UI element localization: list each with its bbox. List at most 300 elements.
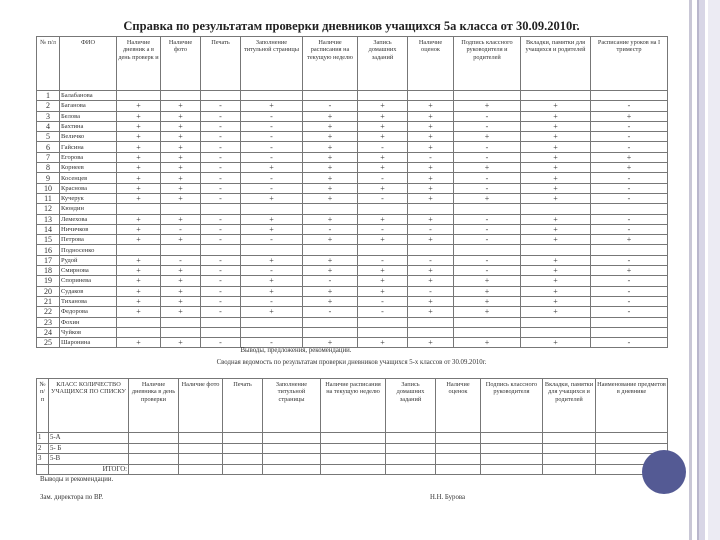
mark-cell: + — [117, 338, 161, 348]
mark-cell: + — [161, 132, 201, 142]
mark-cell: + — [117, 173, 161, 183]
student-name: Фохин — [60, 317, 117, 327]
student-name: Ничичков — [60, 224, 117, 234]
mark-cell: + — [454, 276, 521, 286]
mark-cell: + — [408, 111, 454, 121]
table-row — [37, 204, 668, 214]
mark-cell: + — [454, 193, 521, 203]
mark-cell: - — [241, 296, 303, 306]
column-header: Вкладки, памятки для учащихся и родителей — [543, 379, 596, 433]
student-name: Рудой — [60, 255, 117, 265]
mark-cell: + — [117, 224, 161, 234]
mark-cell: - — [454, 152, 521, 162]
mark-cell: - — [201, 286, 241, 296]
mark-cell: - — [201, 142, 241, 152]
mark-cell: + — [303, 338, 358, 348]
table-row — [37, 224, 668, 234]
mark-cell: - — [591, 142, 668, 152]
mark-cell: - — [201, 338, 241, 348]
empty-cell — [179, 464, 223, 475]
mark-cell: + — [161, 338, 201, 348]
mark-cell: + — [358, 266, 408, 276]
empty-cell — [321, 454, 386, 465]
mark-cell: - — [161, 255, 201, 265]
student-name: Подносенко — [60, 245, 117, 255]
class-name: 5-А — [49, 433, 129, 444]
mark-cell — [521, 245, 591, 255]
mark-cell: + — [408, 183, 454, 193]
mark-cell — [303, 317, 358, 327]
mark-cell: + — [303, 286, 358, 296]
mark-cell: + — [408, 307, 454, 317]
student-name: Косенцев — [60, 173, 117, 183]
mark-cell: + — [521, 286, 591, 296]
table-header-row — [37, 37, 668, 91]
mark-cell: - — [201, 111, 241, 121]
mark-cell: - — [201, 121, 241, 131]
empty-cell — [321, 443, 386, 454]
mark-cell — [454, 327, 521, 337]
row-number: 6 — [37, 142, 60, 152]
student-name: Баганова — [60, 101, 117, 111]
table-row — [37, 307, 668, 317]
student-name: Лемехова — [60, 214, 117, 224]
mark-cell — [591, 204, 668, 214]
mark-cell: + — [358, 214, 408, 224]
mark-cell: - — [241, 173, 303, 183]
mark-cell: - — [408, 224, 454, 234]
empty-cell — [179, 433, 223, 444]
mark-cell: - — [241, 235, 303, 245]
column-header: Запись домашних заданий — [358, 37, 408, 91]
mark-cell: + — [454, 296, 521, 306]
mark-cell: - — [591, 101, 668, 111]
mark-cell: + — [358, 183, 408, 193]
mark-cell: + — [521, 307, 591, 317]
mark-cell: - — [201, 193, 241, 203]
mark-cell: + — [408, 338, 454, 348]
decorative-circle — [642, 450, 686, 494]
table-row — [37, 266, 668, 276]
mark-cell: - — [358, 142, 408, 152]
mark-cell: + — [358, 235, 408, 245]
mark-cell: + — [358, 163, 408, 173]
mark-cell: + — [454, 101, 521, 111]
student-name: Судаков — [60, 286, 117, 296]
mark-cell: + — [117, 235, 161, 245]
mark-cell — [201, 204, 241, 214]
mark-cell: + — [303, 132, 358, 142]
mark-cell: + — [241, 276, 303, 286]
mark-cell: - — [591, 255, 668, 265]
mark-cell: + — [161, 296, 201, 306]
empty-cell — [386, 443, 436, 454]
row-number: 25 — [37, 338, 60, 348]
summary-table — [36, 378, 668, 475]
table-row — [37, 142, 668, 152]
mark-cell: + — [408, 193, 454, 203]
mark-cell: + — [408, 121, 454, 131]
student-name: Кюндин — [60, 204, 117, 214]
row-number: 3 — [37, 454, 49, 465]
mark-cell — [201, 317, 241, 327]
mark-cell: + — [303, 235, 358, 245]
mark-cell — [591, 317, 668, 327]
mark-cell: - — [454, 214, 521, 224]
row-number: 22 — [37, 307, 60, 317]
mark-cell: + — [303, 163, 358, 173]
mark-cell: + — [408, 296, 454, 306]
mark-cell — [454, 245, 521, 255]
empty-cell — [436, 454, 481, 465]
mark-cell — [591, 91, 668, 101]
mark-cell: + — [521, 214, 591, 224]
mark-cell: + — [117, 266, 161, 276]
table-row — [37, 111, 668, 121]
mark-cell: + — [454, 286, 521, 296]
mark-cell — [303, 204, 358, 214]
mark-cell: + — [161, 163, 201, 173]
mark-cell: + — [358, 132, 408, 142]
empty-cell — [436, 433, 481, 444]
mark-cell: - — [201, 152, 241, 162]
mark-cell: + — [521, 152, 591, 162]
mark-cell: + — [408, 163, 454, 173]
conclusions-heading: Выводы, предложения, рекомендации. — [240, 347, 352, 354]
mark-cell: + — [358, 276, 408, 286]
mark-cell: + — [591, 235, 668, 245]
column-header: Наименование предметов в дневнике — [596, 379, 668, 433]
student-name: Тиханова — [60, 296, 117, 306]
empty-cell — [263, 433, 321, 444]
mark-cell — [454, 317, 521, 327]
empty-cell — [129, 443, 179, 454]
student-name: Смирнова — [60, 266, 117, 276]
mark-cell — [241, 91, 303, 101]
mark-cell — [241, 317, 303, 327]
column-header: Наличие оценок — [408, 37, 454, 91]
mark-cell — [591, 327, 668, 337]
mark-cell: + — [161, 183, 201, 193]
mark-cell — [161, 91, 201, 101]
mark-cell: + — [117, 152, 161, 162]
mark-cell: - — [358, 255, 408, 265]
mark-cell: + — [117, 286, 161, 296]
mark-cell: + — [521, 193, 591, 203]
table-row — [37, 121, 668, 131]
mark-cell: - — [241, 338, 303, 348]
row-number: 10 — [37, 183, 60, 193]
mark-cell: - — [201, 296, 241, 306]
empty-cell — [481, 454, 543, 465]
mark-cell: + — [591, 152, 668, 162]
mark-cell: - — [201, 224, 241, 234]
row-number: 17 — [37, 255, 60, 265]
empty-cell — [436, 464, 481, 475]
mark-cell: + — [117, 142, 161, 152]
column-header: Наличие фото — [161, 37, 201, 91]
empty-cell — [179, 443, 223, 454]
empty-cell — [129, 464, 179, 475]
mark-cell: - — [408, 286, 454, 296]
empty-cell — [263, 454, 321, 465]
table-row — [37, 101, 668, 111]
mark-cell: - — [591, 307, 668, 317]
mark-cell: + — [241, 255, 303, 265]
column-header: Заполнение титульной страницы — [241, 37, 303, 91]
mark-cell: + — [521, 163, 591, 173]
mark-cell: + — [408, 266, 454, 276]
table-row — [37, 276, 668, 286]
mark-cell: - — [454, 142, 521, 152]
student-name: Кучерук — [60, 193, 117, 203]
mark-cell: - — [408, 255, 454, 265]
mark-cell: + — [303, 142, 358, 152]
table-row — [37, 132, 668, 142]
empty-cell — [596, 433, 668, 444]
mark-cell — [117, 317, 161, 327]
row-number: 12 — [37, 204, 60, 214]
mark-cell — [358, 91, 408, 101]
mark-cell — [521, 91, 591, 101]
mark-cell: + — [521, 183, 591, 193]
mark-cell — [303, 245, 358, 255]
row-number: 11 — [37, 193, 60, 203]
row-number: 14 — [37, 224, 60, 234]
mark-cell: + — [303, 266, 358, 276]
mark-cell: - — [241, 111, 303, 121]
mark-cell: + — [117, 121, 161, 131]
mark-cell: - — [241, 266, 303, 276]
table-row — [37, 454, 668, 465]
mark-cell: - — [591, 132, 668, 142]
student-name: Чуйков — [60, 327, 117, 337]
table-row — [37, 173, 668, 183]
column-header: Наличие дневник а в день проверк и — [117, 37, 161, 91]
class-name: 5- Б — [49, 443, 129, 454]
mark-cell: + — [241, 224, 303, 234]
mark-cell — [161, 317, 201, 327]
column-header: Наличие оценок — [436, 379, 481, 433]
mark-cell: - — [454, 235, 521, 245]
empty-cell — [321, 433, 386, 444]
mark-cell: + — [117, 214, 161, 224]
mark-cell: - — [358, 307, 408, 317]
row-number: 2 — [37, 443, 49, 454]
mark-cell: + — [358, 152, 408, 162]
student-name: Корнеев — [60, 163, 117, 173]
mark-cell: - — [201, 255, 241, 265]
mark-cell: + — [117, 163, 161, 173]
mark-cell — [303, 327, 358, 337]
empty-cell — [481, 464, 543, 475]
empty-cell — [543, 464, 596, 475]
mark-cell — [358, 204, 408, 214]
table-row — [37, 193, 668, 203]
empty-cell — [223, 433, 263, 444]
mark-cell: + — [161, 266, 201, 276]
mark-cell: + — [241, 163, 303, 173]
row-number: 20 — [37, 286, 60, 296]
mark-cell — [241, 245, 303, 255]
mark-cell: - — [591, 183, 668, 193]
mark-cell: - — [201, 235, 241, 245]
mark-cell: + — [161, 142, 201, 152]
column-header: Заполнение титульной страницы — [263, 379, 321, 433]
empty-cell — [481, 443, 543, 454]
row-number: 5 — [37, 132, 60, 142]
column-header: Подпись классного руководителя и родителей — [454, 37, 521, 91]
mark-cell: + — [303, 121, 358, 131]
mark-cell — [521, 317, 591, 327]
mark-cell: - — [454, 121, 521, 131]
mark-cell: + — [591, 163, 668, 173]
column-header: Наличие дневника в день проверки — [129, 379, 179, 433]
mark-cell: + — [521, 101, 591, 111]
total-row — [37, 464, 668, 475]
mark-cell: + — [161, 121, 201, 131]
mark-cell: + — [521, 338, 591, 348]
table-row — [37, 296, 668, 306]
mark-cell: - — [358, 173, 408, 183]
document-title: Справка по результатам проверки дневников учащихся 5а класса от 30.09.2010г. — [123, 19, 580, 33]
mark-cell: - — [454, 183, 521, 193]
empty-cell — [543, 443, 596, 454]
mark-cell — [358, 317, 408, 327]
student-name: Петрова — [60, 235, 117, 245]
mark-cell: - — [591, 121, 668, 131]
mark-cell: - — [201, 266, 241, 276]
mark-cell — [454, 91, 521, 101]
mark-cell: + — [358, 286, 408, 296]
mark-cell: + — [358, 121, 408, 131]
class-name: 5-В — [49, 454, 129, 465]
mark-cell: + — [241, 101, 303, 111]
table-row — [37, 91, 668, 101]
mark-cell: + — [161, 235, 201, 245]
empty-cell — [386, 433, 436, 444]
mark-cell — [201, 245, 241, 255]
mark-cell — [117, 204, 161, 214]
empty-cell — [263, 443, 321, 454]
column-header: Печать — [201, 37, 241, 91]
mark-cell: + — [241, 214, 303, 224]
mark-cell: - — [303, 101, 358, 111]
mark-cell: - — [591, 286, 668, 296]
mark-cell: - — [201, 214, 241, 224]
mark-cell: - — [591, 214, 668, 224]
mark-cell: - — [241, 121, 303, 131]
mark-cell: - — [358, 193, 408, 203]
mark-cell — [591, 245, 668, 255]
mark-cell: + — [521, 173, 591, 183]
row-number: 19 — [37, 276, 60, 286]
row-number: 15 — [37, 235, 60, 245]
column-header: КЛАСС КОЛИЧЕСТВО УЧАЩИХСЯ ПО СПИСКУ — [49, 379, 129, 433]
mark-cell: - — [201, 101, 241, 111]
mark-cell: - — [303, 276, 358, 286]
column-header: Подпись классного руководителя — [481, 379, 543, 433]
mark-cell: - — [241, 132, 303, 142]
table-row — [37, 163, 668, 173]
empty-cell — [37, 464, 49, 475]
mark-cell: + — [521, 235, 591, 245]
mark-cell: - — [591, 338, 668, 348]
mark-cell: + — [117, 101, 161, 111]
signature-name: Н.Н. Бурова — [430, 494, 465, 501]
mark-cell: + — [358, 101, 408, 111]
mark-cell: + — [408, 214, 454, 224]
mark-cell: + — [521, 111, 591, 121]
mark-cell: + — [117, 183, 161, 193]
mark-cell — [521, 327, 591, 337]
empty-cell — [263, 464, 321, 475]
mark-cell: + — [117, 276, 161, 286]
mark-cell: + — [521, 121, 591, 131]
total-label: ИТОГО: — [49, 464, 129, 475]
mark-cell: - — [591, 276, 668, 286]
summary-title: Сводная ведомость по результатам проверки дневников учащихся 5-х классов от 30.09.2010г. — [216, 359, 487, 366]
column-header: № п/л — [37, 37, 60, 91]
row-number: 23 — [37, 317, 60, 327]
mark-cell: + — [408, 132, 454, 142]
mark-cell: - — [454, 266, 521, 276]
mark-cell: + — [358, 338, 408, 348]
mark-cell: + — [408, 173, 454, 183]
mark-cell: - — [201, 307, 241, 317]
mark-cell — [161, 245, 201, 255]
mark-cell: + — [303, 193, 358, 203]
mark-cell: + — [117, 132, 161, 142]
student-name: Споринева — [60, 276, 117, 286]
table-row — [37, 317, 668, 327]
slide-border-line — [689, 0, 692, 540]
mark-cell: + — [454, 307, 521, 317]
mark-cell: - — [161, 224, 201, 234]
column-header: Расписание уроков на I триместр — [591, 37, 668, 91]
mark-cell: + — [161, 173, 201, 183]
student-name: Краснова — [60, 183, 117, 193]
row-number: 18 — [37, 266, 60, 276]
row-number: 8 — [37, 163, 60, 173]
student-name: Бахтина — [60, 121, 117, 131]
diary-check-table — [36, 36, 668, 348]
mark-cell: + — [408, 142, 454, 152]
mark-cell: + — [117, 255, 161, 265]
mark-cell: + — [303, 214, 358, 224]
row-number: 1 — [37, 91, 60, 101]
mark-cell: + — [161, 111, 201, 121]
column-header: ФИО — [60, 37, 117, 91]
table-row — [37, 433, 668, 444]
mark-cell: - — [201, 183, 241, 193]
mark-cell: + — [591, 266, 668, 276]
mark-cell: + — [454, 163, 521, 173]
slide-border-edge — [708, 0, 720, 540]
empty-cell — [386, 464, 436, 475]
mark-cell: + — [591, 111, 668, 121]
row-number: 1 — [37, 433, 49, 444]
table-row — [37, 245, 668, 255]
student-name: Федорова — [60, 307, 117, 317]
empty-cell — [321, 464, 386, 475]
mark-cell: + — [161, 276, 201, 286]
table-row — [37, 183, 668, 193]
column-header: № п/ п — [37, 379, 49, 433]
mark-cell: + — [117, 307, 161, 317]
mark-cell: + — [358, 111, 408, 121]
student-name: Шаронина — [60, 338, 117, 348]
